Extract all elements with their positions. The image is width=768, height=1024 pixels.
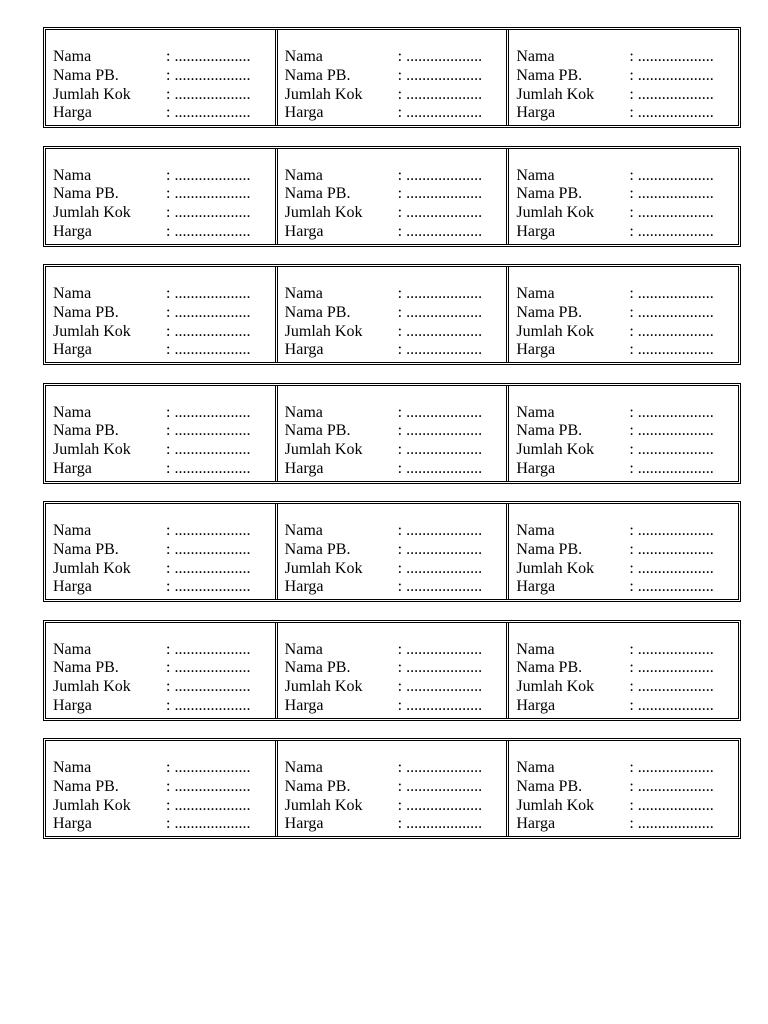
field-blank: : ................... [397, 422, 483, 440]
field-label: Harga [53, 578, 92, 596]
field-line [285, 48, 507, 67]
shuttlecock-label-card [275, 149, 507, 244]
shuttlecock-label-card [275, 623, 507, 718]
field-line [53, 578, 275, 597]
field-label: Harga [53, 104, 92, 122]
shuttlecock-label-card [506, 623, 738, 718]
field-label: Nama [516, 403, 555, 421]
field-blank: : ................... [629, 815, 714, 833]
field-blank: : ................... [166, 459, 251, 477]
field-line [285, 697, 507, 716]
field-blank: : ................... [166, 85, 251, 103]
field-blank: : ................... [397, 48, 483, 65]
field-label: Nama [516, 48, 555, 65]
field-line [53, 560, 275, 579]
field-label: Harga [284, 815, 324, 833]
shuttlecock-label-card [275, 741, 507, 836]
field-blank: : ................... [397, 303, 483, 321]
field-label: Nama PB. [53, 422, 119, 440]
field-label: Jumlah Kok [53, 85, 131, 103]
field-label: Nama PB. [516, 777, 583, 795]
field-blank: : ................... [166, 66, 251, 84]
field-blank: : ................... [397, 559, 483, 577]
field-line [516, 441, 738, 460]
field-label: Jumlah Kok [53, 678, 131, 696]
field-blank: : ................... [629, 759, 714, 776]
field-label: Jumlah Kok [516, 204, 595, 222]
field-blank: : ................... [397, 322, 483, 340]
field-line [516, 522, 738, 541]
field-blank: : ................... [629, 48, 714, 65]
field-line [53, 323, 275, 342]
field-label: Nama [284, 166, 323, 184]
field-line [285, 422, 507, 441]
field-blank: : ................... [397, 777, 483, 795]
field-label: Harga [53, 341, 92, 359]
field-blank: : ................... [629, 204, 714, 222]
field-line [516, 560, 738, 579]
field-label: Jumlah Kok [516, 796, 595, 814]
field-blank: : ................... [397, 815, 483, 833]
field-blank: : ................... [166, 322, 251, 340]
field-line [516, 460, 738, 479]
field-line [285, 659, 507, 678]
field-blank: : ................... [629, 303, 714, 321]
field-label: Nama PB. [516, 540, 583, 558]
field-blank: : ................... [166, 522, 251, 539]
field-line [516, 341, 738, 360]
field-blank: : ................... [629, 540, 714, 558]
field-label: Harga [516, 222, 556, 240]
field-label: Harga [284, 104, 324, 122]
field-label: Jumlah Kok [53, 322, 131, 340]
field-label: Jumlah Kok [284, 204, 363, 222]
field-line [516, 67, 738, 86]
shuttlecock-label-card [506, 149, 738, 244]
field-blank: : ................... [397, 66, 483, 84]
field-label: Nama [53, 403, 92, 421]
field-blank: : ................... [629, 578, 714, 596]
field-blank: : ................... [397, 522, 483, 539]
shuttlecock-label-card [506, 741, 738, 836]
field-label: Nama PB. [53, 66, 119, 84]
field-blank: : ................... [166, 777, 251, 795]
field-blank: : ................... [629, 285, 714, 302]
field-blank: : ................... [166, 640, 251, 658]
field-line [516, 422, 738, 441]
field-blank: : ................... [629, 796, 714, 814]
shuttlecock-label-card [46, 741, 275, 836]
shuttlecock-label-card [275, 30, 507, 125]
shuttlecock-label-card [275, 267, 507, 362]
field-label: Nama [53, 166, 92, 184]
field-label: Jumlah Kok [516, 559, 595, 577]
field-line [285, 759, 507, 778]
field-line [53, 86, 275, 105]
field-blank: : ................... [397, 85, 483, 103]
shuttlecock-label-card [46, 30, 275, 125]
field-line [285, 185, 507, 204]
field-line [516, 304, 738, 323]
field-label: Harga [53, 696, 92, 714]
field-line [285, 460, 507, 479]
field-blank: : ................... [397, 459, 483, 477]
field-line [53, 759, 275, 778]
field-blank: : ................... [166, 441, 251, 459]
field-label: Nama PB. [516, 303, 583, 321]
field-line [516, 204, 738, 223]
field-line [285, 323, 507, 342]
field-blank: : ................... [397, 285, 483, 302]
field-blank: : ................... [166, 540, 251, 558]
field-line [516, 759, 738, 778]
field-line [53, 185, 275, 204]
field-blank: : ................... [166, 303, 251, 321]
field-line [516, 697, 738, 716]
field-blank: : ................... [629, 104, 714, 122]
field-blank: : ................... [166, 578, 251, 596]
shuttlecock-label-card [275, 386, 507, 481]
field-line [285, 778, 507, 797]
field-label: Jumlah Kok [516, 322, 595, 340]
field-blank: : ................... [629, 522, 714, 539]
field-line [285, 641, 507, 660]
field-label: Nama [284, 403, 323, 421]
field-line [516, 678, 738, 697]
field-label: Jumlah Kok [284, 796, 363, 814]
field-blank: : ................... [629, 166, 714, 184]
field-label: Harga [516, 696, 556, 714]
field-label: Nama [284, 522, 323, 539]
field-blank: : ................... [397, 678, 483, 696]
label-row [45, 622, 739, 719]
field-blank: : ................... [629, 185, 714, 203]
field-label: Harga [53, 815, 92, 833]
shuttlecock-label-card [46, 623, 275, 718]
field-blank: : ................... [166, 204, 251, 222]
field-line [53, 460, 275, 479]
field-line [285, 441, 507, 460]
field-label: Nama [516, 522, 555, 539]
field-line [285, 285, 507, 304]
field-label: Harga [53, 222, 92, 240]
field-line [285, 815, 507, 834]
field-blank: : ................... [166, 185, 251, 203]
field-label: Nama PB. [284, 66, 351, 84]
field-line [285, 560, 507, 579]
field-blank: : ................... [397, 696, 483, 714]
field-line [53, 815, 275, 834]
field-blank: : ................... [166, 678, 251, 696]
field-blank: : ................... [629, 659, 714, 677]
field-label: Nama PB. [516, 66, 583, 84]
field-line [516, 659, 738, 678]
field-blank: : ................... [397, 441, 483, 459]
field-label: Nama [284, 640, 323, 658]
field-blank: : ................... [166, 48, 251, 65]
field-label: Harga [284, 578, 324, 596]
field-line [516, 578, 738, 597]
field-line [516, 404, 738, 423]
field-label: Harga [516, 815, 556, 833]
field-line [53, 223, 275, 242]
field-label: Harga [284, 341, 324, 359]
field-line [53, 697, 275, 716]
field-blank: : ................... [629, 696, 714, 714]
field-line [516, 86, 738, 105]
field-line [53, 797, 275, 816]
field-blank: : ................... [166, 403, 251, 421]
field-line [285, 522, 507, 541]
field-blank: : ................... [629, 459, 714, 477]
shuttlecock-label-card [46, 149, 275, 244]
field-label: Nama [516, 640, 555, 658]
field-blank: : ................... [397, 759, 483, 776]
field-label: Harga [284, 459, 324, 477]
field-label: Jumlah Kok [516, 85, 595, 103]
field-line [53, 341, 275, 360]
field-line [53, 778, 275, 797]
field-blank: : ................... [166, 285, 251, 302]
field-label: Jumlah Kok [53, 559, 131, 577]
field-line [285, 223, 507, 242]
field-label: Jumlah Kok [284, 322, 363, 340]
field-line [516, 541, 738, 560]
field-line [53, 285, 275, 304]
field-blank: : ................... [629, 441, 714, 459]
field-label: Jumlah Kok [53, 796, 131, 814]
field-blank: : ................... [397, 578, 483, 596]
field-blank: : ................... [397, 185, 483, 203]
field-line [516, 815, 738, 834]
label-row [45, 266, 739, 363]
field-blank: : ................... [397, 204, 483, 222]
field-line [53, 522, 275, 541]
field-line [516, 323, 738, 342]
field-label: Nama PB. [53, 659, 119, 677]
field-label: Nama PB. [53, 540, 119, 558]
field-label: Nama PB. [284, 777, 351, 795]
field-blank: : ................... [629, 85, 714, 103]
field-line [53, 541, 275, 560]
field-blank: : ................... [166, 759, 251, 776]
field-label: Nama PB. [284, 659, 351, 677]
field-blank: : ................... [397, 403, 483, 421]
field-label: Nama [284, 48, 323, 65]
field-label: Jumlah Kok [516, 441, 595, 459]
field-blank: : ................... [397, 640, 483, 658]
field-line [285, 341, 507, 360]
field-label: Jumlah Kok [284, 85, 363, 103]
field-line [285, 578, 507, 597]
field-label: Jumlah Kok [284, 441, 363, 459]
field-label: Nama PB. [284, 185, 351, 203]
field-label: Harga [284, 222, 324, 240]
field-label: Nama PB. [53, 777, 119, 795]
field-label: Jumlah Kok [516, 678, 595, 696]
shuttlecock-label-card [46, 504, 275, 599]
field-label: Jumlah Kok [53, 204, 131, 222]
field-line [285, 67, 507, 86]
field-blank: : ................... [166, 104, 251, 122]
field-label: Nama PB. [284, 303, 351, 321]
field-line [285, 541, 507, 560]
field-label: Nama [284, 285, 323, 302]
field-line [516, 641, 738, 660]
field-label: Nama PB. [516, 185, 583, 203]
field-line [516, 778, 738, 797]
field-line [516, 797, 738, 816]
field-label: Nama PB. [53, 303, 119, 321]
field-line [285, 204, 507, 223]
field-line [285, 797, 507, 816]
field-line [53, 404, 275, 423]
field-label: Jumlah Kok [284, 559, 363, 577]
field-line [285, 104, 507, 123]
shuttlecock-label-card [46, 386, 275, 481]
field-blank: : ................... [166, 815, 251, 833]
field-blank: : ................... [166, 559, 251, 577]
field-blank: : ................... [629, 66, 714, 84]
field-blank: : ................... [629, 678, 714, 696]
field-blank: : ................... [397, 166, 483, 184]
field-label: Nama [53, 522, 92, 539]
field-blank: : ................... [166, 796, 251, 814]
label-row [45, 29, 739, 126]
field-blank: : ................... [629, 640, 714, 658]
field-blank: : ................... [629, 341, 714, 359]
label-row [45, 503, 739, 600]
field-label: Nama [284, 759, 323, 776]
field-blank: : ................... [397, 104, 483, 122]
field-label: Nama PB. [284, 422, 351, 440]
field-blank: : ................... [166, 696, 251, 714]
field-line [53, 204, 275, 223]
label-row [45, 385, 739, 482]
field-line [53, 641, 275, 660]
field-label: Nama PB. [284, 540, 351, 558]
field-label: Jumlah Kok [284, 678, 363, 696]
shuttlecock-label-card [506, 30, 738, 125]
field-blank: : ................... [166, 341, 251, 359]
field-label: Nama PB. [516, 659, 583, 677]
field-label: Harga [53, 459, 92, 477]
field-line [53, 422, 275, 441]
field-blank: : ................... [166, 659, 251, 677]
field-label: Nama PB. [516, 422, 583, 440]
field-blank: : ................... [397, 796, 483, 814]
field-line [516, 167, 738, 186]
field-blank: : ................... [629, 422, 714, 440]
field-line [53, 678, 275, 697]
field-label: Harga [516, 459, 556, 477]
field-line [516, 185, 738, 204]
field-line [285, 304, 507, 323]
field-line [53, 104, 275, 123]
field-label: Jumlah Kok [53, 441, 131, 459]
label-row [45, 148, 739, 245]
field-blank: : ................... [629, 322, 714, 340]
field-blank: : ................... [629, 559, 714, 577]
field-line [516, 48, 738, 67]
shuttlecock-label-card [46, 267, 275, 362]
field-label: Nama PB. [53, 185, 119, 203]
field-label: Harga [516, 578, 556, 596]
field-line [285, 678, 507, 697]
field-label: Nama [53, 759, 92, 776]
field-line [53, 48, 275, 67]
field-line [53, 167, 275, 186]
shuttlecock-label-card [506, 267, 738, 362]
field-blank: : ................... [166, 222, 251, 240]
field-blank: : ................... [397, 540, 483, 558]
field-blank: : ................... [166, 166, 251, 184]
field-line [516, 285, 738, 304]
field-line [285, 86, 507, 105]
field-label: Nama [53, 48, 92, 65]
field-blank: : ................... [166, 422, 251, 440]
field-line [53, 67, 275, 86]
field-line [516, 104, 738, 123]
field-blank: : ................... [629, 403, 714, 421]
field-blank: : ................... [397, 341, 483, 359]
field-label: Nama [516, 166, 555, 184]
field-label: Nama [516, 285, 555, 302]
shuttlecock-label-card [506, 386, 738, 481]
field-line [516, 223, 738, 242]
field-line [285, 404, 507, 423]
field-blank: : ................... [397, 222, 483, 240]
field-label: Nama [516, 759, 555, 776]
field-line [53, 304, 275, 323]
field-blank: : ................... [397, 659, 483, 677]
field-label: Nama [53, 285, 92, 302]
field-label: Harga [516, 104, 556, 122]
shuttlecock-label-card [275, 504, 507, 599]
field-line [53, 659, 275, 678]
field-line [53, 441, 275, 460]
field-blank: : ................... [629, 777, 714, 795]
field-blank: : ................... [629, 222, 714, 240]
field-label: Harga [284, 696, 324, 714]
field-label: Harga [516, 341, 556, 359]
field-label: Nama [53, 640, 92, 658]
label-sheet [45, 29, 739, 859]
shuttlecock-label-card [506, 504, 738, 599]
label-row [45, 740, 739, 837]
field-line [285, 167, 507, 186]
